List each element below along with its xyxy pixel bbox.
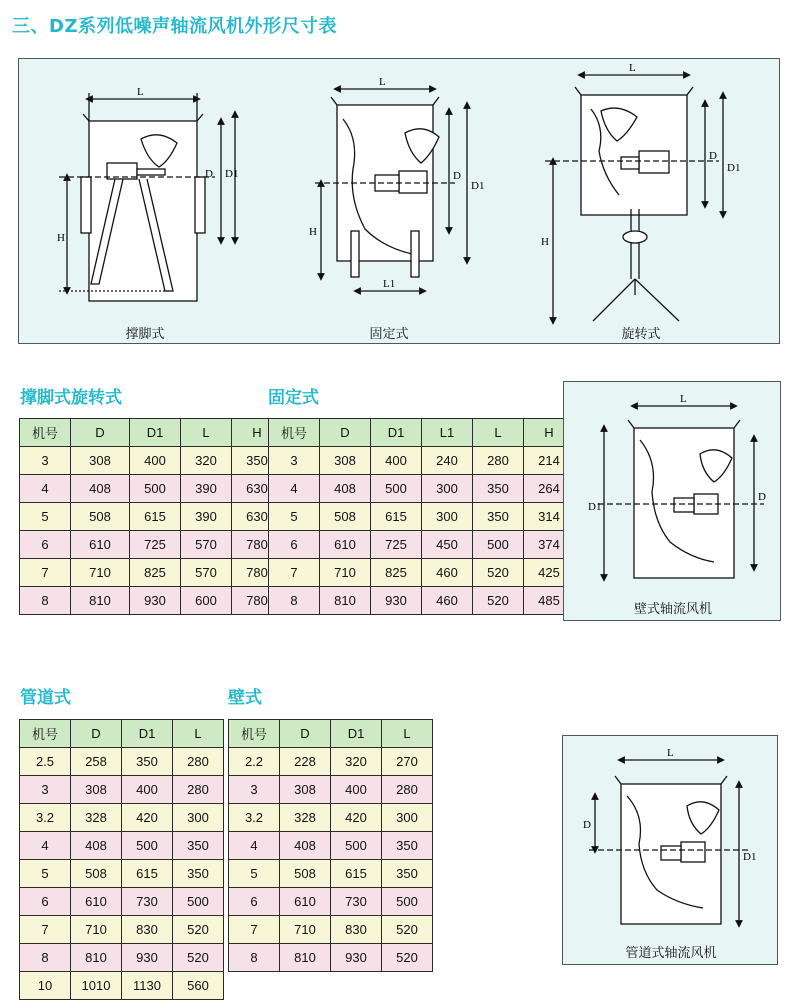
- table-cell: 5: [229, 860, 280, 888]
- table-cell: 615: [371, 503, 422, 531]
- column-header: D1: [130, 419, 181, 447]
- table-cell: 314: [524, 503, 575, 531]
- table-cell: 270: [382, 748, 433, 776]
- table-cell: 374: [524, 531, 575, 559]
- column-header: H: [524, 419, 575, 447]
- table-cell: 725: [371, 531, 422, 559]
- table-cell: 508: [280, 860, 331, 888]
- table-cell: 460: [422, 587, 473, 615]
- table-row: [269, 587, 575, 615]
- table-cell: 350: [473, 503, 524, 531]
- table-cell: 500: [173, 888, 224, 916]
- table-cell: 10: [20, 972, 71, 1000]
- rotary-dim-H: H: [541, 236, 549, 248]
- caption-rotary: 旋转式: [621, 327, 661, 342]
- table-cell: 420: [331, 804, 382, 832]
- table-cell: 228: [280, 748, 331, 776]
- table-cell: 328: [71, 804, 122, 832]
- table-row: [20, 776, 224, 804]
- column-header: L: [473, 419, 524, 447]
- page-title: 三、DZ系列低噪声轴流风机外形尺寸表: [12, 16, 337, 37]
- caption-wall-fan: 壁式轴流风机: [633, 602, 712, 617]
- table-cell: 520: [173, 916, 224, 944]
- fixed-dim-D1: D1: [471, 180, 485, 192]
- table-cell: 508: [320, 503, 371, 531]
- table-row: [20, 587, 283, 615]
- table-cell: 320: [181, 447, 232, 475]
- table-cell: 810: [320, 587, 371, 615]
- table-cell: 4: [20, 832, 71, 860]
- rotary-dim-L: L: [629, 62, 636, 74]
- column-header: 机号: [269, 419, 320, 447]
- table-cell: 500: [473, 531, 524, 559]
- section-title-fixed: 固定式: [268, 388, 319, 408]
- table-cell: 390: [181, 475, 232, 503]
- column-header: 机号: [229, 720, 280, 748]
- table-cell: 4: [229, 832, 280, 860]
- table-cell: 930: [122, 944, 173, 972]
- table-cell: 408: [71, 475, 130, 503]
- table-cell: 6: [20, 531, 71, 559]
- wall-dim-D1: D1: [588, 501, 602, 513]
- table-cell: 408: [71, 832, 122, 860]
- rotary-type-drawing: [545, 75, 723, 321]
- section-title-wall: 壁式: [228, 688, 262, 708]
- table-cell: 615: [122, 860, 173, 888]
- table-row: [20, 531, 283, 559]
- table-cell: 350: [232, 447, 283, 475]
- table-cell: 408: [280, 832, 331, 860]
- table-cell: 7: [229, 916, 280, 944]
- table-cell: 300: [422, 475, 473, 503]
- dim-label-L: L: [137, 86, 144, 98]
- table-row: [229, 776, 433, 804]
- table-cell: 730: [331, 888, 382, 916]
- table-row: [229, 748, 433, 776]
- fixed-dim-D: D: [453, 170, 461, 182]
- table-cell: 710: [320, 559, 371, 587]
- table-cell: 930: [331, 944, 382, 972]
- table-cell: 520: [173, 944, 224, 972]
- table-cell: 780: [232, 587, 283, 615]
- table-row: [20, 804, 224, 832]
- table-cell: 280: [382, 776, 433, 804]
- column-header: 机号: [20, 720, 71, 748]
- table-cell: 810: [280, 944, 331, 972]
- section-title-bracket-rotary: 撑脚式旋转式: [20, 388, 122, 408]
- table-cell: 280: [473, 447, 524, 475]
- duct-dim-D1: D1: [743, 851, 757, 863]
- table-row: [229, 916, 433, 944]
- table-row: [20, 475, 283, 503]
- table-cell: 214: [524, 447, 575, 475]
- column-header: D: [71, 419, 130, 447]
- table-cell: 320: [331, 748, 382, 776]
- duct-fan-panel: [562, 735, 778, 965]
- fixed-type-drawing: [315, 89, 467, 291]
- table-cell: 1130: [122, 972, 173, 1000]
- table-cell: 610: [71, 531, 130, 559]
- table-row: [229, 860, 433, 888]
- table-cell: 930: [130, 587, 181, 615]
- table-cell: 825: [130, 559, 181, 587]
- table-cell: 610: [280, 888, 331, 916]
- fan-drawings-svg: [19, 59, 781, 345]
- table-row: [229, 888, 433, 916]
- table-cell: 8: [229, 944, 280, 972]
- table-row: [20, 748, 224, 776]
- rotary-dim-D: D: [709, 150, 717, 162]
- rotary-dim-D1: D1: [727, 162, 741, 174]
- column-header: D: [280, 720, 331, 748]
- dim-label-D: D: [205, 168, 213, 180]
- table-cell: 520: [473, 559, 524, 587]
- table-cell: 500: [122, 832, 173, 860]
- table-cell: 5: [20, 503, 71, 531]
- table-cell: 780: [232, 531, 283, 559]
- table-cell: 500: [130, 475, 181, 503]
- table-row: [229, 944, 433, 972]
- table-cell: 400: [331, 776, 382, 804]
- table-cell: 610: [71, 888, 122, 916]
- table-row: [20, 503, 283, 531]
- duct-dim-L: L: [667, 747, 674, 759]
- table-cell: 500: [331, 832, 382, 860]
- table-row: [20, 832, 224, 860]
- table-row: [20, 916, 224, 944]
- table-row: [269, 475, 575, 503]
- table-cell: 830: [331, 916, 382, 944]
- table-cell: 2.5: [20, 748, 71, 776]
- caption-fixed: 固定式: [369, 327, 409, 342]
- column-header: D1: [122, 720, 173, 748]
- table-cell: 400: [122, 776, 173, 804]
- table-cell: 390: [181, 503, 232, 531]
- table-cell: 6: [229, 888, 280, 916]
- column-header: L1: [422, 419, 473, 447]
- table-cell: 408: [320, 475, 371, 503]
- table-cell: 7: [269, 559, 320, 587]
- wall-dim-L: L: [680, 393, 687, 405]
- table-cell: 450: [422, 531, 473, 559]
- table-cell: 3.2: [229, 804, 280, 832]
- table-cell: 600: [181, 587, 232, 615]
- top-diagram-panel: [18, 58, 780, 344]
- table-cell: 8: [20, 944, 71, 972]
- table-cell: 350: [473, 475, 524, 503]
- caption-duct-fan: 管道式轴流风机: [625, 946, 717, 961]
- table-cell: 1010: [71, 972, 122, 1000]
- table-cell: 710: [71, 559, 130, 587]
- table-cell: 830: [122, 916, 173, 944]
- table-cell: 485: [524, 587, 575, 615]
- table-cell: 308: [280, 776, 331, 804]
- table-cell: 570: [181, 559, 232, 587]
- fixed-dim-L1: L1: [383, 278, 396, 290]
- table-row: [269, 447, 575, 475]
- wall-dim-D: D: [758, 491, 766, 503]
- table-fixed: [268, 418, 575, 615]
- table-cell: 400: [130, 447, 181, 475]
- table-cell: 280: [173, 748, 224, 776]
- table-cell: 300: [382, 804, 433, 832]
- table-cell: 6: [20, 888, 71, 916]
- table-wall: [228, 719, 433, 972]
- table-cell: 3: [20, 447, 71, 475]
- table-cell: 280: [173, 776, 224, 804]
- table-cell: 5: [269, 503, 320, 531]
- table-cell: 825: [371, 559, 422, 587]
- table-cell: 264: [524, 475, 575, 503]
- table-cell: 308: [320, 447, 371, 475]
- table-row: [20, 972, 224, 1000]
- table-cell: 308: [71, 776, 122, 804]
- table-row: [20, 888, 224, 916]
- table-cell: 3: [229, 776, 280, 804]
- table-row: [269, 559, 575, 587]
- table-cell: 570: [181, 531, 232, 559]
- table-cell: 2.2: [229, 748, 280, 776]
- table-cell: 500: [371, 475, 422, 503]
- table-cell: 520: [473, 587, 524, 615]
- table-cell: 4: [20, 475, 71, 503]
- table-cell: 420: [122, 804, 173, 832]
- table-cell: 258: [71, 748, 122, 776]
- table-cell: 300: [173, 804, 224, 832]
- table-row: [269, 503, 575, 531]
- section-title-duct: 管道式: [20, 688, 71, 708]
- dim-label-D1: D1: [225, 168, 239, 180]
- duct-dim-D: D: [583, 819, 591, 831]
- table-row: [229, 804, 433, 832]
- table-cell: 730: [122, 888, 173, 916]
- table-row: [20, 559, 283, 587]
- table-cell: 4: [269, 475, 320, 503]
- column-header: L: [173, 720, 224, 748]
- table-cell: 350: [122, 748, 173, 776]
- table-cell: 630: [232, 475, 283, 503]
- table-row: [20, 860, 224, 888]
- table-row: [20, 944, 224, 972]
- dim-label-H: H: [57, 232, 65, 244]
- table-cell: 520: [382, 944, 433, 972]
- table-cell: 630: [232, 503, 283, 531]
- table-cell: 308: [71, 447, 130, 475]
- table-cell: 610: [320, 531, 371, 559]
- table-cell: 615: [331, 860, 382, 888]
- table-cell: 8: [20, 587, 71, 615]
- fixed-dim-L: L: [379, 76, 386, 88]
- table-cell: 350: [382, 860, 433, 888]
- table-cell: 810: [71, 944, 122, 972]
- table-bracket-rotary: [19, 418, 283, 615]
- table-cell: 240: [422, 447, 473, 475]
- table-cell: 3: [20, 776, 71, 804]
- table-duct: [19, 719, 224, 1000]
- table-cell: 300: [422, 503, 473, 531]
- table-cell: 7: [20, 916, 71, 944]
- table-cell: 350: [382, 832, 433, 860]
- table-cell: 328: [280, 804, 331, 832]
- column-header: D: [71, 720, 122, 748]
- table-cell: 710: [280, 916, 331, 944]
- table-cell: 400: [371, 447, 422, 475]
- column-header: H: [232, 419, 283, 447]
- table-cell: 3.2: [20, 804, 71, 832]
- table-cell: 8: [269, 587, 320, 615]
- wall-fan-panel: [563, 381, 781, 621]
- column-header: D: [320, 419, 371, 447]
- table-cell: 3: [269, 447, 320, 475]
- caption-bracket: 撑脚式: [125, 327, 165, 342]
- column-header: L: [181, 419, 232, 447]
- table-row: [229, 832, 433, 860]
- column-header: D1: [371, 419, 422, 447]
- table-cell: 615: [130, 503, 181, 531]
- column-header: D1: [331, 720, 382, 748]
- table-cell: 560: [173, 972, 224, 1000]
- table-cell: 508: [71, 860, 122, 888]
- table-cell: 350: [173, 860, 224, 888]
- table-cell: 350: [173, 832, 224, 860]
- table-cell: 508: [71, 503, 130, 531]
- table-cell: 780: [232, 559, 283, 587]
- table-cell: 930: [371, 587, 422, 615]
- column-header: L: [382, 720, 433, 748]
- wall-fan-drawing: [564, 382, 782, 622]
- table-row: [20, 447, 283, 475]
- table-cell: 725: [130, 531, 181, 559]
- table-row: [269, 531, 575, 559]
- table-cell: 710: [71, 916, 122, 944]
- fixed-dim-H: H: [309, 226, 317, 238]
- table-cell: 6: [269, 531, 320, 559]
- table-cell: 7: [20, 559, 71, 587]
- table-cell: 460: [422, 559, 473, 587]
- table-cell: 500: [382, 888, 433, 916]
- table-cell: 5: [20, 860, 71, 888]
- table-cell: 425: [524, 559, 575, 587]
- bracket-type-drawing: [59, 93, 235, 301]
- column-header: 机号: [20, 419, 71, 447]
- duct-fan-drawing: [563, 736, 779, 966]
- table-cell: 520: [382, 916, 433, 944]
- table-cell: 810: [71, 587, 130, 615]
